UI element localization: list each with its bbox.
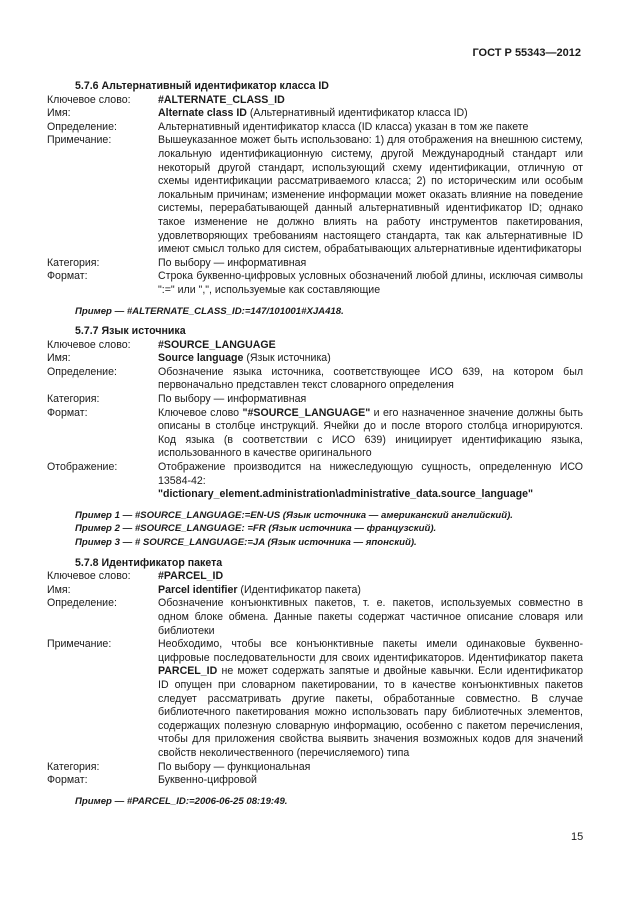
format-value: Строка буквенно-цифровых условных обозначений любой длины, исключая символы ":=" или ",", используемые как составляющие: [158, 270, 583, 296]
document-header: ГОСТ Р 55343—2012: [472, 47, 581, 59]
definition-label: Определение:: [47, 597, 117, 610]
keyword-row: [47, 570, 583, 584]
definition-row: [47, 121, 583, 135]
section-title-5-7-8: 5.7.8 Идентификатор пакета: [75, 556, 223, 569]
format-bold: "#SOURCE_LANGUAGE": [242, 406, 371, 419]
note-value: Вышеуказанное может быть использовано: 1) для отображения на внешнюю систему, локальную идентификационную систему, другой Международный стандарт или некоторый другой стандарт, использующий схему идентификации, отличную от схемы идентификации рассматриваемого класса; 2) по историческим или особым локальным причинам; изменение информации может оказать влияние на поведение системы, перерабатывающей данный альтернативный идентификатор ID; однако такое изменение не должно влиять на работу инструментов пакетирования, удовлетворяющих требованиям настоящего стандарта, так как альтернативные ID имеют смысл только для систем, обрабатывающих альтернативные идентификаторы: [158, 134, 583, 256]
display-bold: "dictionary_element.administration\administrative_data.source_language": [158, 488, 534, 501]
note-label: Примечание:: [47, 134, 112, 147]
keyword-value: #SOURCE_LANGUAGE: [158, 338, 276, 351]
category-label: Категория:: [47, 393, 100, 406]
name-value: [158, 584, 583, 598]
note-row: [47, 134, 583, 256]
definition-row: [47, 597, 583, 638]
example-3: Пример 3 — # SOURCE_LANGUAGE:=JA (Язык источника — японский).: [75, 537, 417, 548]
name-label: Имя:: [47, 352, 71, 365]
display-row: [47, 461, 583, 502]
category-row: [47, 257, 583, 271]
note-post: не может содержать запятые и двойные кавычки. Если идентификатор ID опущен при словарном пакетировании, то в качестве конъюнктивных пакетов следует рассматривать другие пакеты, обработанные совместно. В случае библиотечного пакетирования можно использовать пару библиотечных элементов, содержащих полезную словарную информацию, особенно с пакетом перечисления, чтобы для приложения свойства выявить значения возможных кодов для значений свойств неколичественного (перечисляемого) типа: [158, 665, 583, 759]
category-row: [47, 761, 583, 775]
keyword-row: [47, 339, 583, 353]
keyword-label: Ключевое слово:: [47, 570, 131, 583]
name-row: [47, 584, 583, 598]
section-title-5-7-6: 5.7.6 Альтернативный идентификатор класса ID: [75, 80, 329, 92]
keyword-value: #ALTERNATE_CLASS_ID: [158, 93, 285, 106]
example-1: Пример 1 — #SOURCE_LANGUAGE:=EN-US (Язык источника — американский английский).: [75, 509, 513, 521]
format-pre: Ключевое слово: [158, 406, 243, 419]
keyword-row: [47, 94, 583, 108]
category-row: [47, 393, 583, 407]
display-pre: Отображение производится на нижеследующую сущность, определенную ИСО 13584-42:: [158, 461, 583, 487]
example-2: Пример 2 — #SOURCE_LANGUAGE: =FR (Язык источника — французский).: [75, 523, 437, 535]
definition-label: Определение:: [47, 120, 117, 133]
format-row: [47, 774, 583, 788]
format-label: Формат:: [47, 774, 88, 787]
format-row: [47, 407, 583, 461]
page-number: 15: [571, 831, 584, 843]
name-row: [47, 352, 583, 366]
note-bold: PARCEL_ID: [158, 665, 218, 678]
definition-row: [47, 366, 583, 393]
format-label: Формат:: [47, 270, 88, 283]
note-value: [158, 638, 583, 760]
category-value: По выбору — информативная: [158, 256, 307, 269]
keyword-value: #PARCEL_ID: [158, 570, 224, 583]
name-rest: (Язык источника): [243, 352, 331, 365]
category-label: Категория:: [47, 760, 100, 773]
category-value: По выбору — функциональная: [158, 760, 311, 773]
note-pre: Необходимо, чтобы все конъюнктивные пакеты имели одинаковые буквенно-цифровые последовательности для своих идентификаторов. Идентификатор пакета: [158, 638, 583, 664]
name-row: [47, 107, 583, 121]
name-bold: Parcel identifier: [158, 583, 238, 596]
format-post: и его назначенное значение должны быть описаны в столбце инструкций. Ячейки до и после второго столбца игнорируются. Код языка (в соответствии с ИСО 639) инициирует идентификацию языка, использованного в качестве оригинального: [158, 406, 583, 460]
format-row: [47, 270, 583, 297]
name-rest: (Идентификатор пакета): [237, 583, 361, 596]
document-body: [47, 80, 583, 808]
keyword-label: Ключевое слово:: [47, 338, 131, 351]
display-label: Отображение:: [47, 461, 118, 474]
definition-label: Определение:: [47, 365, 117, 378]
name-rest: (Альтернативный идентификатор класса ID): [246, 107, 468, 120]
definition-value: Обозначение конъюнктивных пакетов, т. е. пакетов, используемых совместно в одном блоке обмена. Данные пакеты содержат частичное описание словаря или библиотеки: [158, 597, 583, 637]
section-title-5-7-7: 5.7.7 Язык источника: [75, 325, 186, 338]
format-value: [158, 407, 583, 461]
name-bold: Alternate class ID: [158, 107, 247, 120]
note-row: [47, 638, 583, 760]
definition-value: Альтернативный идентификатор класса (ID класса) указан в том же пакете: [158, 120, 529, 133]
example: Пример — #PARCEL_ID:=2006-06-25 08:19:49.: [75, 795, 288, 807]
format-value: Буквенно-цифровой: [158, 774, 257, 787]
name-bold: Source language: [158, 352, 244, 365]
category-value: По выбору — информативная: [158, 393, 307, 406]
name-value: [158, 352, 583, 366]
name-value: [158, 107, 583, 121]
definition-value: Обозначение языка источника, соответствующее ИСО 639, на котором был первоначально представлен текст словарного определения: [158, 365, 583, 392]
keyword-label: Ключевое слово:: [47, 93, 131, 106]
format-label: Формат:: [47, 406, 88, 419]
display-value: [158, 461, 583, 502]
name-label: Имя:: [47, 107, 71, 120]
note-label: Примечание:: [47, 638, 112, 651]
example: Пример — #ALTERNATE_CLASS_ID:=147/101001#XJA418.: [75, 305, 344, 317]
name-label: Имя:: [47, 583, 71, 596]
category-label: Категория:: [47, 256, 100, 269]
